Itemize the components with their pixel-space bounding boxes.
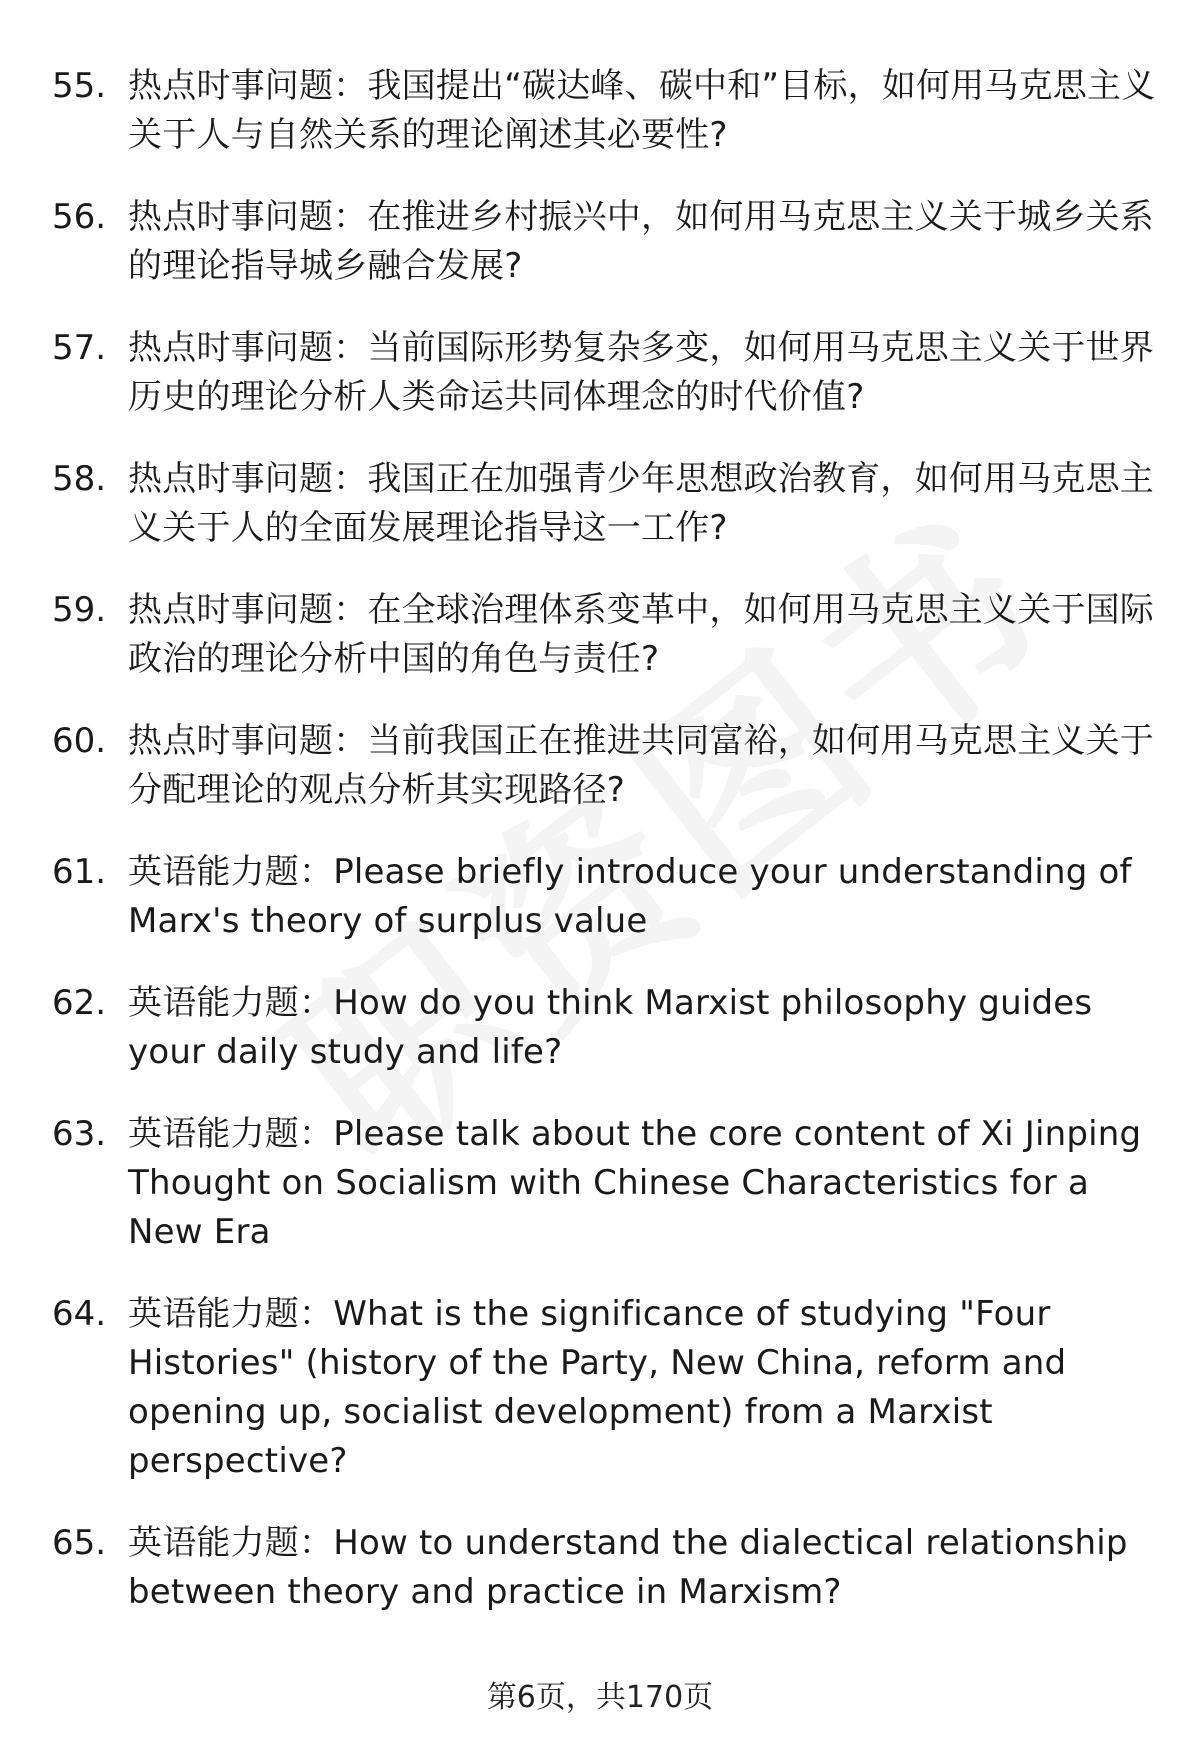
question-number: 64. bbox=[52, 1294, 107, 1334]
question-item bbox=[52, 62, 1162, 160]
question-text: How to understand the dialectical relationship between theory and practice in Marxism? bbox=[128, 1523, 1128, 1612]
question-category: 英语能力题： bbox=[128, 1294, 334, 1334]
question-number: 56. bbox=[52, 197, 107, 237]
question-text: 我国提出“碳达峰、碳中和”目标，如何用马克思主义关于人与自然关系的理论阐述其必要性? bbox=[128, 66, 1156, 155]
question-number: 61. bbox=[52, 852, 107, 892]
question-body bbox=[128, 717, 1162, 815]
question-body bbox=[128, 62, 1162, 160]
question-category: 英语能力题： bbox=[128, 983, 334, 1023]
question-category: 英语能力题： bbox=[128, 1523, 334, 1563]
question-body bbox=[128, 1290, 1162, 1486]
question-text: Please talk about the core content of Xi Jinping Thought on Socialism with Chinese Characteristics for a New Era bbox=[128, 1114, 1142, 1252]
question-body bbox=[128, 193, 1162, 291]
question-number: 58. bbox=[52, 459, 107, 499]
question-category: 热点时事问题： bbox=[128, 197, 368, 237]
question-category: 热点时事问题： bbox=[128, 459, 368, 499]
question-number: 62. bbox=[52, 983, 107, 1023]
question-item bbox=[52, 1290, 1162, 1486]
question-text: What is the significance of studying "Four Histories" (history of the Party, New China, reform and opening up, socialist development) from a Marxist perspective? bbox=[128, 1294, 1067, 1481]
page-footer: 第6页，共170页 bbox=[486, 1680, 714, 1715]
question-category: 英语能力题： bbox=[128, 1114, 334, 1154]
question-category: 热点时事问题： bbox=[128, 66, 368, 106]
question-item bbox=[52, 1110, 1162, 1257]
question-body bbox=[128, 586, 1162, 684]
question-text: 在推进乡村振兴中，如何用马克思主义关于城乡关系的理论指导城乡融合发展? bbox=[128, 197, 1155, 286]
question-item bbox=[52, 193, 1162, 291]
question-body bbox=[128, 848, 1162, 946]
question-item bbox=[52, 455, 1162, 553]
question-category: 热点时事问题： bbox=[128, 328, 368, 368]
question-number: 63. bbox=[52, 1114, 107, 1154]
question-text: 在全球治理体系变革中，如何用马克思主义关于国际政治的理论分析中国的角色与责任? bbox=[128, 590, 1155, 679]
question-text: 当前国际形势复杂多变，如何用马克思主义关于世界历史的理论分析人类命运共同体理念的时代价值? bbox=[128, 328, 1155, 417]
question-item bbox=[52, 586, 1162, 684]
question-item bbox=[52, 717, 1162, 815]
question-text: 当前我国正在推进共同富裕，如何用马克思主义关于分配理论的观点分析其实现路径? bbox=[128, 721, 1155, 810]
question-number: 57. bbox=[52, 328, 107, 368]
question-body bbox=[128, 324, 1162, 422]
question-number: 65. bbox=[52, 1523, 107, 1563]
question-number: 59. bbox=[52, 590, 107, 630]
question-item bbox=[52, 1519, 1162, 1617]
question-category: 热点时事问题： bbox=[128, 721, 368, 761]
question-body bbox=[128, 1519, 1162, 1617]
question-text: Please briefly introduce your understanding of Marx's theory of surplus value bbox=[128, 852, 1132, 941]
question-item bbox=[52, 979, 1162, 1077]
question-item bbox=[52, 324, 1162, 422]
question-number: 60. bbox=[52, 721, 107, 761]
question-number: 55. bbox=[52, 66, 107, 106]
question-body bbox=[128, 979, 1162, 1077]
question-item bbox=[52, 848, 1162, 946]
question-body bbox=[128, 455, 1162, 553]
question-body bbox=[128, 1110, 1162, 1257]
question-category: 英语能力题： bbox=[128, 852, 334, 892]
question-text: How do you think Marxist philosophy guides your daily study and life? bbox=[128, 983, 1093, 1072]
question-list bbox=[52, 62, 1162, 1650]
question-text: 我国正在加强青少年思想政治教育，如何用马克思主义关于人的全面发展理论指导这一工作? bbox=[128, 459, 1155, 548]
question-category: 热点时事问题： bbox=[128, 590, 368, 630]
